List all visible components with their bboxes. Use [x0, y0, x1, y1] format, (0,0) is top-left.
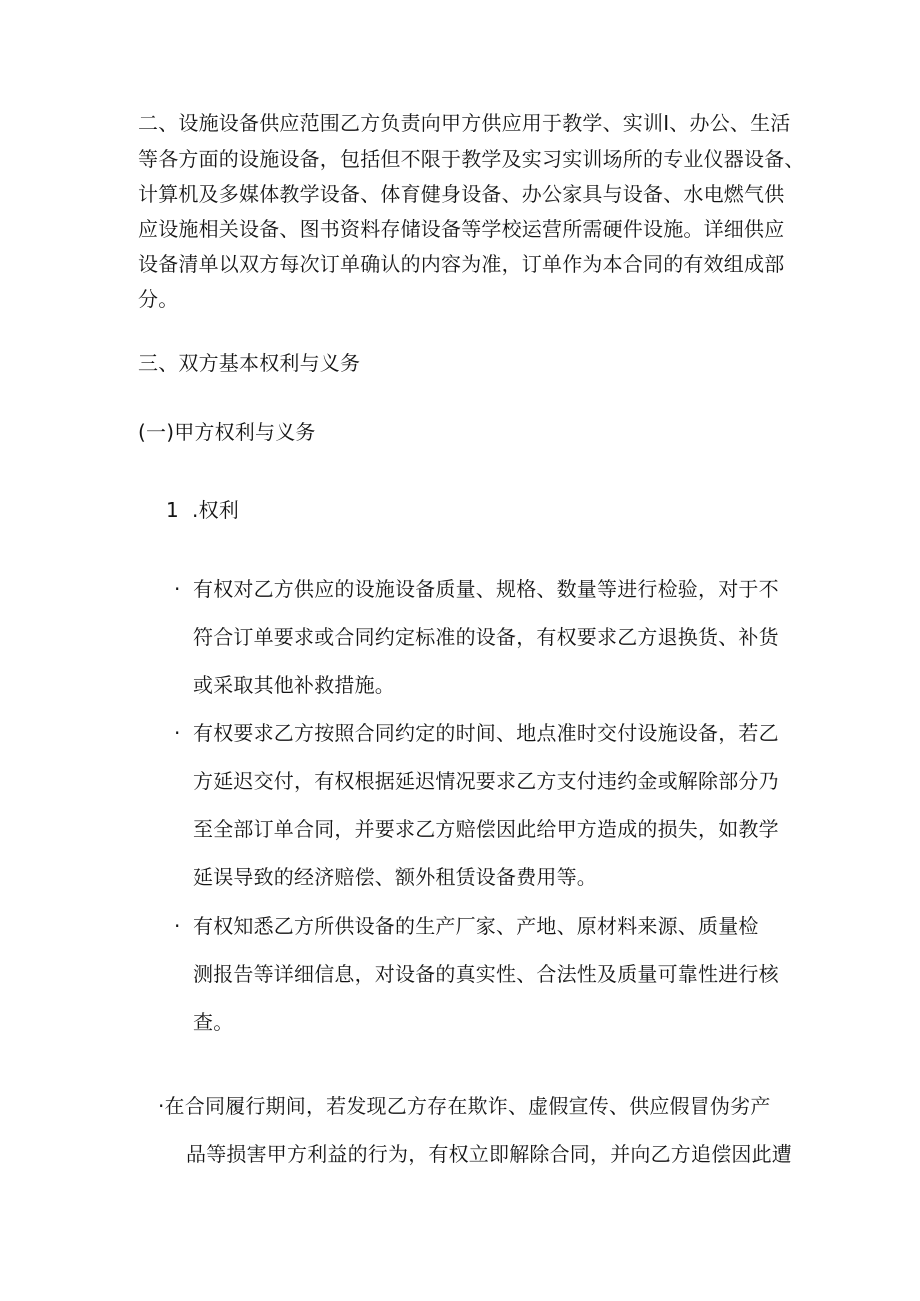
paragraph-line: 应设施相关设备、图书资料存储设备等学校运营所需硬件设施。详细供应 — [138, 217, 785, 241]
bullet-line: 有权知悉乙方所供设备的生产厂家、产地、原材料来源、质量检 — [193, 914, 759, 938]
paragraph-line: 设备清单以双方每次订单确认的内容为准，订单作为本合同的有效组成部 — [138, 252, 785, 276]
bullet-line: 延误导致的经济赔偿、额外租赁设备费用等。 — [193, 865, 597, 889]
bullet-line: 有权对乙方供应的设施设备质量、规格、数量等进行检验，对于不 — [193, 577, 779, 601]
bullet-line: 查。 — [193, 1010, 234, 1034]
bullet-dot: · — [174, 721, 181, 745]
paragraph-line: 分。 — [138, 287, 179, 311]
item-label-rights: 1 .权利 — [166, 498, 239, 522]
bullet-dot: · — [174, 577, 181, 601]
section-3-heading: 三、双方基本权利与义务 — [138, 351, 361, 375]
paragraph-line: 计算机及多媒体教学设备、体育健身设备、办公家具与设备、水电燃气供 — [138, 182, 785, 206]
bullet-line: 符合订单要求或合同约定标准的设备，有权要求乙方退换货、补货 — [193, 625, 779, 649]
bullet-line: ·在合同履行期间，若发现乙方存在欺诈、虚假宣传、供应假冒伪劣产 — [158, 1094, 771, 1118]
paragraph-line: 二、设施设备供应范围乙方负责向甲方供应用于教学、实训I、办公、生活 — [138, 111, 791, 135]
bullet-dot: · — [174, 914, 181, 938]
paragraph-line: 等各方面的设施设备，包括但不限于教学及实习实训场所的专业仪器设备、 — [138, 147, 805, 171]
bullet-line: 品等损害甲方利益的行为，有权立即解除合同，并向乙方追偿因此遭 — [186, 1142, 792, 1166]
subsection-heading: (一)甲方权利与义务 — [138, 420, 316, 444]
bullet-line: 或采取其他补救措施。 — [193, 673, 395, 697]
bullet-line: 方延迟交付，有权根据延迟情况要求乙方支付违约金或解除部分乃 — [193, 769, 779, 793]
bullet-line: 测报告等详细信息，对设备的真实性、合法性及质量可靠性进行核 — [193, 962, 779, 986]
bullet-line: 有权要求乙方按照合同约定的时间、地点准时交付设施设备，若乙 — [193, 721, 779, 745]
bullet-line: 至全部订单合同，并要求乙方赔偿因此给甲方造成的损失，如教学 — [193, 817, 779, 841]
